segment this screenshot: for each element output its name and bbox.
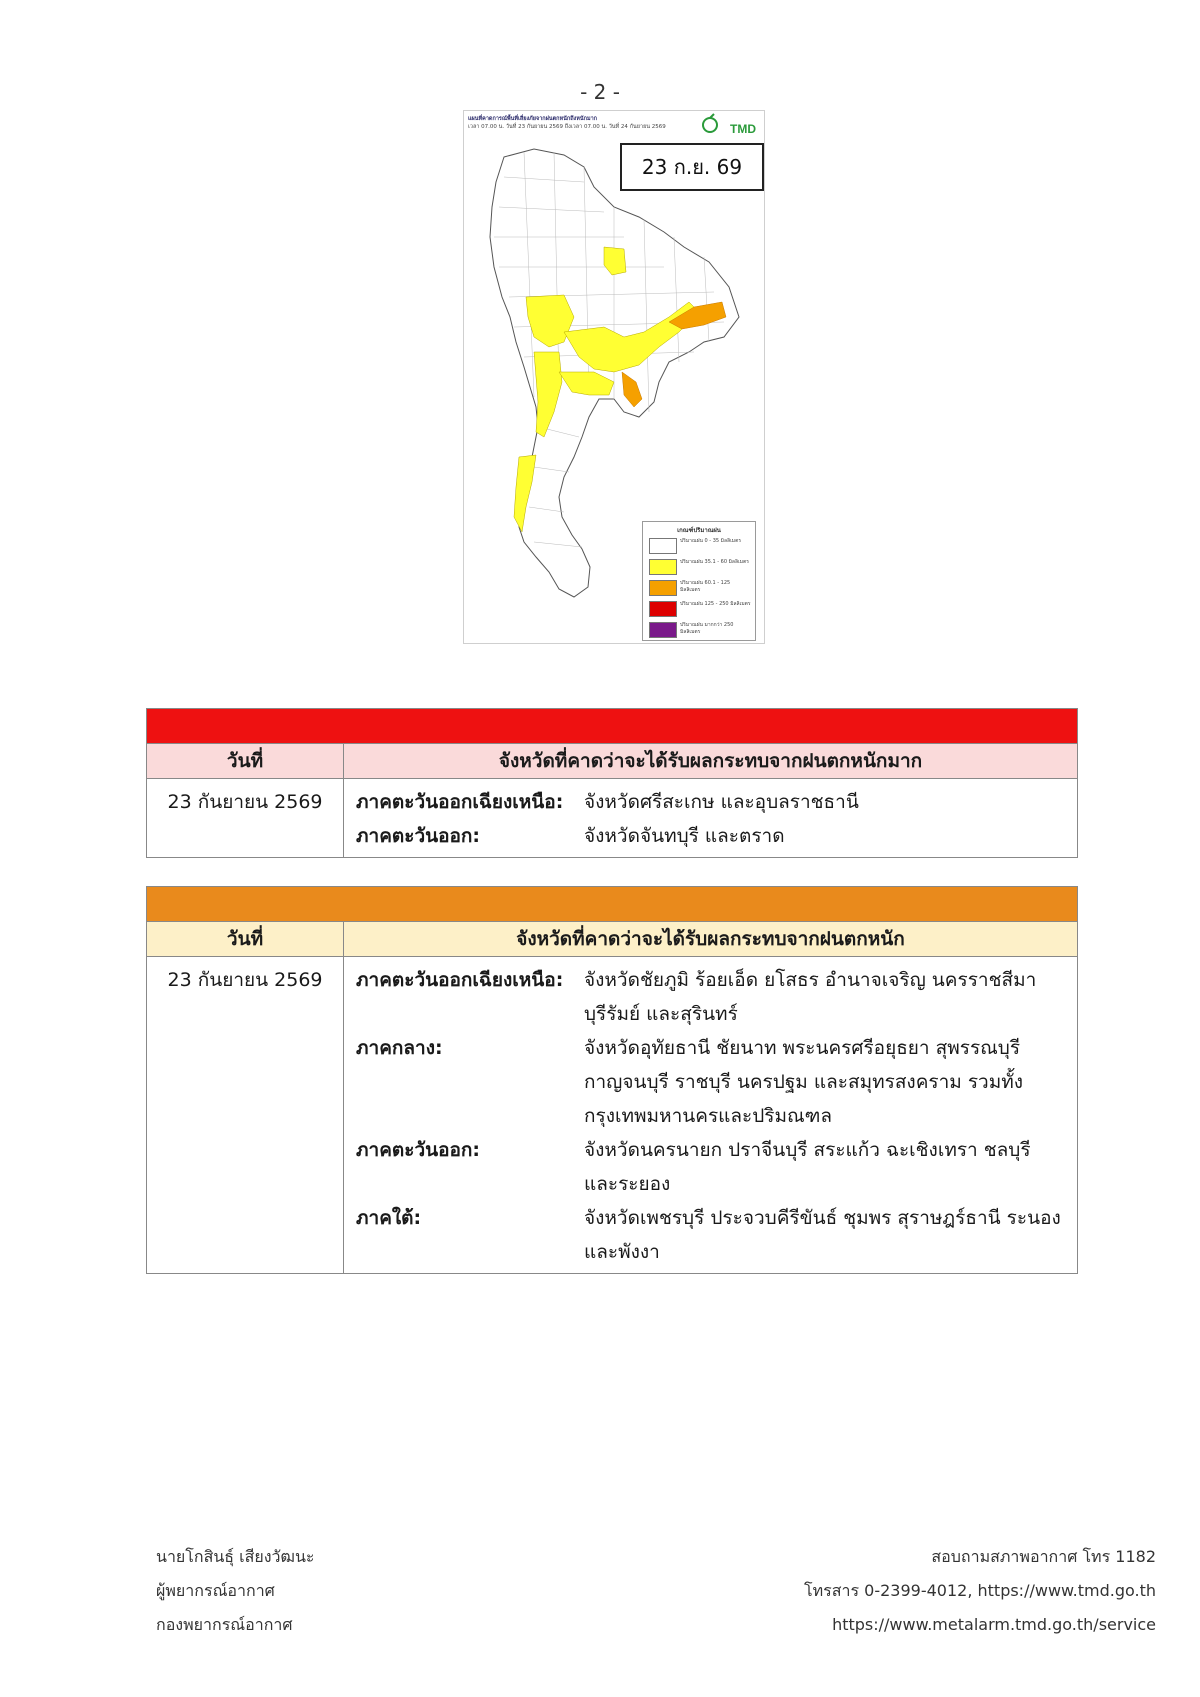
row-date: 23 กันยายน 2569 xyxy=(147,957,344,1273)
region-name: ภาคตะวันออกเฉียงเหนือ: xyxy=(356,791,564,813)
tmd-logo-icon xyxy=(696,113,756,139)
map-header-title: แผนที่คาดการณ์พื้นที่เสี่ยงภัยจากฝนตกหนักถึงหนักมาก xyxy=(468,116,597,122)
map-header-period: เวลา 07.00 น. วันที่ 23 กันยายน 2569 ถึงเวลา 07.00 น. วันที่ 24 กันยายน 2569 xyxy=(468,124,666,130)
region-row xyxy=(356,963,1077,1031)
footer-signature xyxy=(156,1540,315,1642)
header-provinces: จังหวัดที่คาดว่าจะได้รับผลกระทบจากฝนตกหนักมาก xyxy=(498,750,923,772)
legend-swatch xyxy=(649,622,677,638)
region-row xyxy=(356,1133,1077,1201)
legend-swatch xyxy=(649,580,677,596)
header-date: วันที่ xyxy=(147,744,344,778)
region-name: ภาคตะวันออกเฉียงเหนือ: xyxy=(356,969,564,991)
legend-label: ปริมาณฝน มากกว่า 250 มิลลิเมตร xyxy=(680,622,734,635)
map-date-box: 23 ก.ย. 69 xyxy=(620,143,764,191)
hotline-text: สอบถามสภาพอากาศ โทร 1182 xyxy=(931,1547,1156,1566)
heavy-rain-table xyxy=(146,886,1078,1274)
severity-bar-orange xyxy=(147,887,1077,922)
legend-swatch xyxy=(649,538,677,554)
region-name: ภาคกลาง: xyxy=(356,1037,443,1059)
region-list xyxy=(344,957,1077,1273)
table-row xyxy=(147,779,1077,857)
legend-label: ปริมาณฝน 125 - 250 มิลลิเมตร xyxy=(680,601,751,607)
header-date: วันที่ xyxy=(147,922,344,956)
legend-item xyxy=(643,556,755,577)
forecaster-title: ผู้พยากรณ์อากาศ xyxy=(156,1581,275,1600)
region-provinces: จังหวัดจันทบุรี และตราด xyxy=(584,825,785,847)
legend-title: เกณฑ์ปริมาณฝน xyxy=(677,527,721,534)
fax-text: โทรสาร 0-2399-4012, https://www.tmd.go.th xyxy=(804,1581,1156,1600)
map-header xyxy=(468,115,708,131)
region-row xyxy=(356,785,1077,819)
region-row xyxy=(356,1201,1077,1269)
table-header xyxy=(147,744,1077,779)
region-name: ภาคตะวันออก: xyxy=(356,825,481,847)
row-date: 23 กันยายน 2569 xyxy=(147,779,344,857)
region-provinces: จังหวัดนครนายก ปราจีนบุรี สระแก้ว ฉะเชิงเทรา ชลบุรี และระยอง xyxy=(584,1139,1031,1195)
legend-item xyxy=(643,535,755,556)
rainfall-forecast-map xyxy=(463,110,765,644)
legend-item xyxy=(643,619,755,640)
legend-item xyxy=(643,598,755,619)
legend-label: ปริมาณฝน 0 - 35 มิลลิเมตร xyxy=(680,538,742,544)
legend-swatch xyxy=(649,601,677,617)
region-name: ภาคตะวันออก: xyxy=(356,1139,481,1161)
service-url[interactable]: https://www.metalarm.tmd.go.th/service xyxy=(832,1615,1156,1634)
map-legend xyxy=(642,521,756,641)
very-heavy-rain-table xyxy=(146,708,1078,858)
region-list xyxy=(344,779,1077,857)
region-row xyxy=(356,1031,1077,1133)
region-provinces: จังหวัดอุทัยธานี ชัยนาท พระนครศรีอยุธยา สุพรรณบุรี กาญจนบุรี ราชบุรี นครปฐม และสมุทรสงคราม รวมทั้งกรุงเทพมหานครและปริมณฑล xyxy=(584,1037,1024,1127)
division-name: กองพยากรณ์อากาศ xyxy=(156,1615,293,1634)
header-provinces: จังหวัดที่คาดว่าจะได้รับผลกระทบจากฝนตกหนัก xyxy=(516,928,905,950)
legend-label: ปริมาณฝน 35.1 - 60 มิลลิเมตร xyxy=(680,559,749,565)
tmd-logo-text: TMD xyxy=(730,122,756,136)
legend-swatch xyxy=(649,559,677,575)
region-row xyxy=(356,819,1077,853)
region-provinces: จังหวัดศรีสะเกษ และอุบลราชธานี xyxy=(584,791,859,813)
footer-contact xyxy=(804,1540,1156,1642)
region-name: ภาคใต้: xyxy=(356,1207,422,1229)
legend-item xyxy=(643,577,755,598)
region-provinces: จังหวัดชัยภูมิ ร้อยเอ็ด ยโสธร อำนาจเจริญ นครราชสีมา บุรีรัมย์ และสุรินทร์ xyxy=(584,969,1037,1025)
severity-bar-red xyxy=(147,709,1077,744)
region-provinces: จังหวัดเพชรบุรี ประจวบคีรีขันธ์ ชุมพร สุราษฎร์ธานี ระนอง และพังงา xyxy=(584,1207,1061,1263)
forecaster-name: นายโกสินธุ์ เสียงวัฒนะ xyxy=(156,1547,315,1566)
table-row xyxy=(147,957,1077,1273)
table-header xyxy=(147,922,1077,957)
legend-label: ปริมาณฝน 60.1 - 125 มิลลิเมตร xyxy=(680,580,731,593)
page-number: - 2 - xyxy=(580,80,620,104)
